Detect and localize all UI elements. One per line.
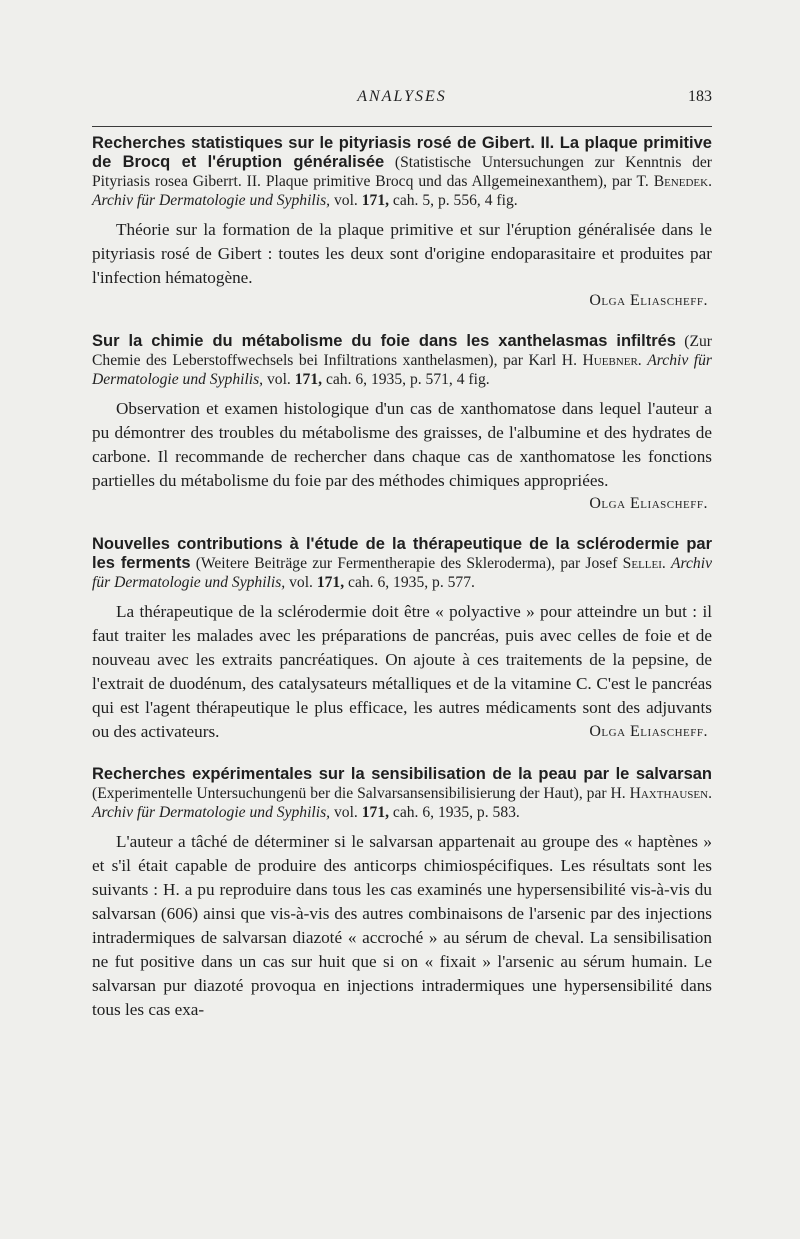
volume-number: 171, xyxy=(316,574,345,591)
volume-number: 171, xyxy=(294,371,323,388)
abstract-body: La thérapeutique de la sclérodermie doit être « polyactive » pour atteindre un but : il faut traiter les malades avec les préparations de pancréas, puis avec celles de foie et de nouveau avec les extraits pancréatiques. On ajoute à ces traitements de la pepsine, de l'extrait de duodénum, des catalysateurs métalliques et de la vitamine C. C'est le pancréas qui est l'agent thérapeutique le plus efficace, les autres médicaments sont des adjuvants ou des activateurs. xyxy=(92,602,712,741)
bibliographic-entry xyxy=(92,332,712,389)
author-surname: Haxthausen. xyxy=(629,785,712,802)
abstract-text: Théorie sur la formation de la plaque primitive et sur l'éruption généralisée dans le pityriasis rosé de Gibert : toutes les deux sont d'origine endoparasitaire et produites par l'infection hématogène. xyxy=(92,220,712,287)
journal-name: Archiv für Dermatologie und Syphilis, xyxy=(92,555,712,591)
volume-number: 171, xyxy=(361,804,390,821)
reviewer-name: Olga Eliascheff. xyxy=(589,723,708,740)
reviewer-name: Olga Eliascheff. xyxy=(589,495,708,512)
article-entry xyxy=(92,535,712,744)
bibliographic-entry xyxy=(92,535,712,592)
volume-number: 171, xyxy=(361,192,390,209)
article-entry xyxy=(92,134,712,311)
author-prefix: par Josef xyxy=(560,555,618,572)
original-title: (Statistische Untersuchungen zur Kenntnis der Pityriasis rosea Giberrt. II. Plaque primitive Brocq und das Allgemeinexanthem), xyxy=(92,154,712,190)
volume-label: vol. xyxy=(289,574,313,591)
citation-rest: cah. 6, 1935, p. 583. xyxy=(392,804,520,821)
citation-rest: cah. 6, 1935, p. 577. xyxy=(348,574,475,591)
author-prefix: par T. xyxy=(611,173,649,190)
page-header xyxy=(92,88,712,112)
abstract-text: L'auteur a tâché de déterminer si le salvarsan appartenait au groupe des « haptènes » et s'il était capable de produire des anticorps chimiospécifiques. Les résultats sont les suivants : H. a pu reproduire dans tous les cas examinés une hypersensibilité vis-à-vis du salvarsan (606) ainsi que vis-à-vis des autres combinaisons de l'arsenic par des injections intradermiques de salvarsan diazoté « accroché » au sérum de cheval. La sensibilisation ne fut positive dans un cas sur huit que si on « fixait » l'arsenic au sérum humain. Le salvarsan pur diazoté provoqua en injections intradermiques une hypersensibilité dans tous les cas exa- xyxy=(92,832,712,1019)
header-rule xyxy=(92,126,712,127)
journal-name: Archiv für Dermatologie und Syphilis, xyxy=(92,192,331,209)
article-title: Recherches statistiques sur le pityriasis rosé de Gibert. II. La plaque primitive de Brocq et l'éruption généralisée xyxy=(92,134,712,171)
article-title: Nouvelles contributions à l'étude de la thérapeutique de la sclérodermie par les ferments xyxy=(92,535,712,572)
running-title: ANALYSES xyxy=(357,88,447,105)
abstract-text: Observation et examen histologique d'un cas de xanthomatose dans lequel l'auteur a pu démontrer des troubles du métabolisme des graisses, de l'albumine et des hydrates de carbone. Il recommande de rechercher dans chaque cas de xanthomatose les fonctions partielles du métabolisme du foie par des méthodes chimiques appropriées. xyxy=(92,399,712,490)
bibliographic-entry xyxy=(92,134,712,210)
abstract-text xyxy=(92,600,712,744)
journal-name: Archiv für Dermatologie und Syphilis, xyxy=(92,352,713,388)
author-surname: Benedek. xyxy=(653,173,712,190)
original-title: (Weitere Beiträge zur Fermentherapie des Skleroderma), xyxy=(195,555,556,572)
volume-label: vol. xyxy=(267,371,291,388)
original-title: (Experimentelle Untersuchungenü ber die Salvarsansensibilisierung der Haut), xyxy=(92,785,583,802)
author-surname: Sellei. xyxy=(622,555,666,572)
article-entry xyxy=(92,332,712,514)
author-prefix: par Karl H. xyxy=(503,352,577,369)
bibliographic-entry xyxy=(92,765,712,822)
original-title: (Zur Chemie des Leberstoffwechsels bei Infiltrations xanthelasmen), xyxy=(92,333,712,369)
article-entry xyxy=(92,765,712,1022)
journal-name: Archiv für Dermatologie und Syphilis, xyxy=(92,804,331,821)
author-prefix: par H. xyxy=(586,785,626,802)
analyses-column xyxy=(92,134,712,1043)
volume-label: vol. xyxy=(333,804,358,821)
author-surname: Huebner. xyxy=(582,352,642,369)
reviewer-name: Olga Eliascheff. xyxy=(589,292,708,309)
citation-rest: cah. 6, 1935, p. 571, 4 fig. xyxy=(325,371,490,388)
citation-rest: cah. 5, p. 556, 4 fig. xyxy=(392,192,518,209)
page-number: 183 xyxy=(688,88,712,105)
volume-label: vol. xyxy=(333,192,358,209)
article-title: Recherches expérimentales sur la sensibilisation de la peau par le salvarsan xyxy=(92,765,712,783)
article-title: Sur la chimie du métabolisme du foie dans les xanthelasmas infiltrés xyxy=(92,332,676,350)
